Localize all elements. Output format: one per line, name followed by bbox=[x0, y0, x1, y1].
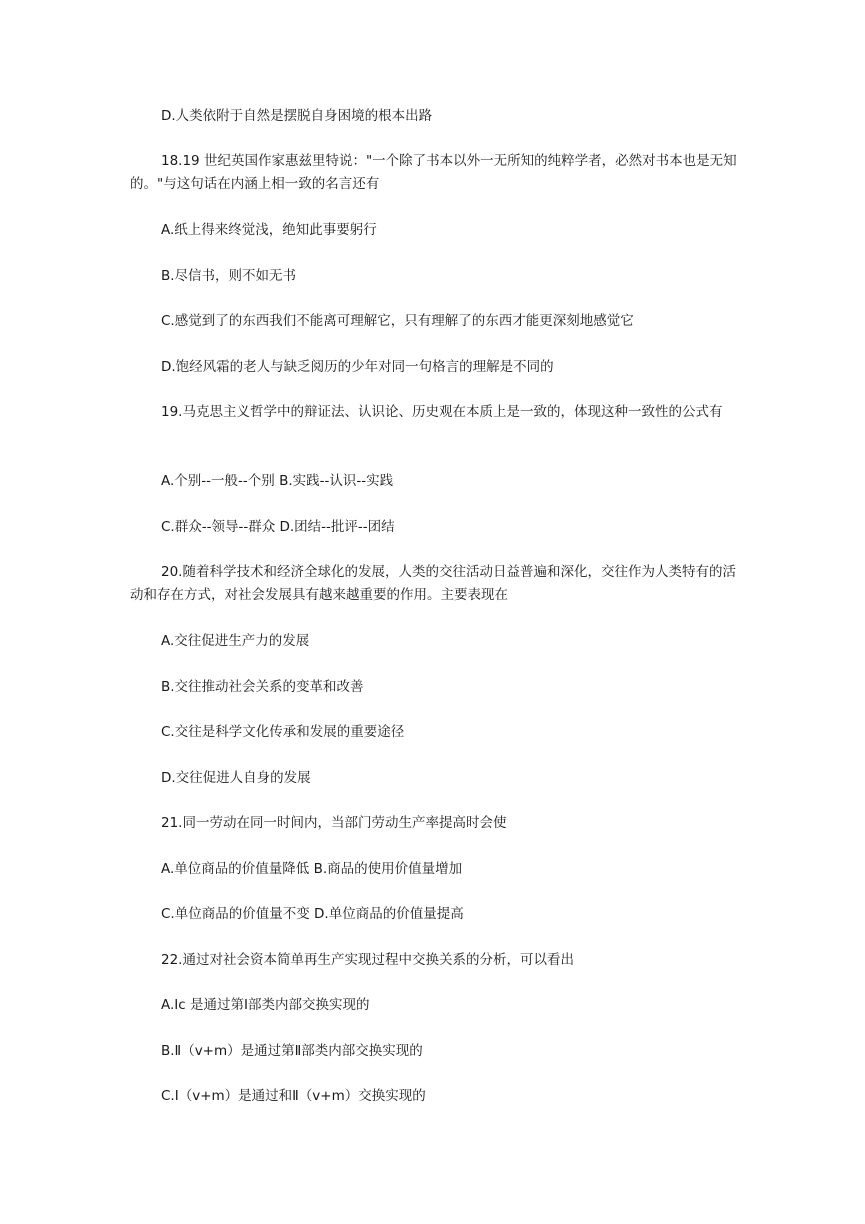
option-21ab: A.单位商品的价值量降低 B.商品的使用价值量增加 bbox=[161, 861, 463, 877]
option-22b: B.Ⅱ（v+m）是通过第Ⅱ部类内部交换实现的 bbox=[161, 1043, 423, 1059]
question-22: 22.通过对社会资本简单再生产实现过程中交换关系的分析，可以看出 bbox=[161, 952, 574, 968]
question-21: 21.同一劳动在同一时间内，当部门劳动生产率提高时会使 bbox=[161, 815, 507, 831]
question-18: 18.19 世纪英国作家惠兹里特说："一个除了书本以外一无所知的纯粹学者，必然对书本也是无知的。"与这句话在内涵上相一致的名言还有 bbox=[130, 153, 737, 192]
question-20: 20.随着科学技术和经济全球化的发展，人类的交往活动日益普遍和深化，交往作为人类特有的活动和存在方式，对社会发展具有越来越重要的作用。主要表现在 bbox=[130, 564, 736, 603]
option-22a: A.Ⅰc 是通过第Ⅰ部类内部交换实现的 bbox=[161, 997, 370, 1013]
option-19ab: A.个别--一般--个别 B.实践--认识--实践 bbox=[161, 473, 394, 489]
option-18d: D.饱经风霜的老人与缺乏阅历的少年对同一句格言的理解是不同的 bbox=[161, 359, 554, 375]
question-19: 19.马克思主义哲学中的辩证法、认识论、历史观在本质上是一致的，体现这种一致性的公式有 bbox=[161, 404, 723, 420]
option-18c: C.感觉到了的东西我们不能离可理解它，只有理解了的东西才能更深刻地感觉它 bbox=[161, 313, 634, 329]
option-20b: B.交往推动社会关系的变革和改善 bbox=[161, 679, 364, 695]
option-18a: A.纸上得来终觉浅，绝知此事要躬行 bbox=[161, 222, 377, 238]
option-20d: D.交往促进人自身的发展 bbox=[161, 770, 311, 786]
option-22c: C.Ⅰ（v+m）是通过和Ⅱ（v+m）交换实现的 bbox=[161, 1088, 426, 1104]
option-17d: D.人类依附于自然是摆脱自身困境的根本出路 bbox=[161, 108, 433, 124]
option-20c: C.交往是科学文化传承和发展的重要途径 bbox=[161, 724, 405, 740]
option-18b: B.尽信书，则不如无书 bbox=[161, 268, 297, 284]
option-19cd: C.群众--领导--群众 D.团结--批评--团结 bbox=[161, 519, 395, 535]
option-21cd: C.单位商品的价值量不变 D.单位商品的价值量提高 bbox=[161, 906, 464, 922]
option-20a: A.交往促进生产力的发展 bbox=[161, 633, 310, 649]
